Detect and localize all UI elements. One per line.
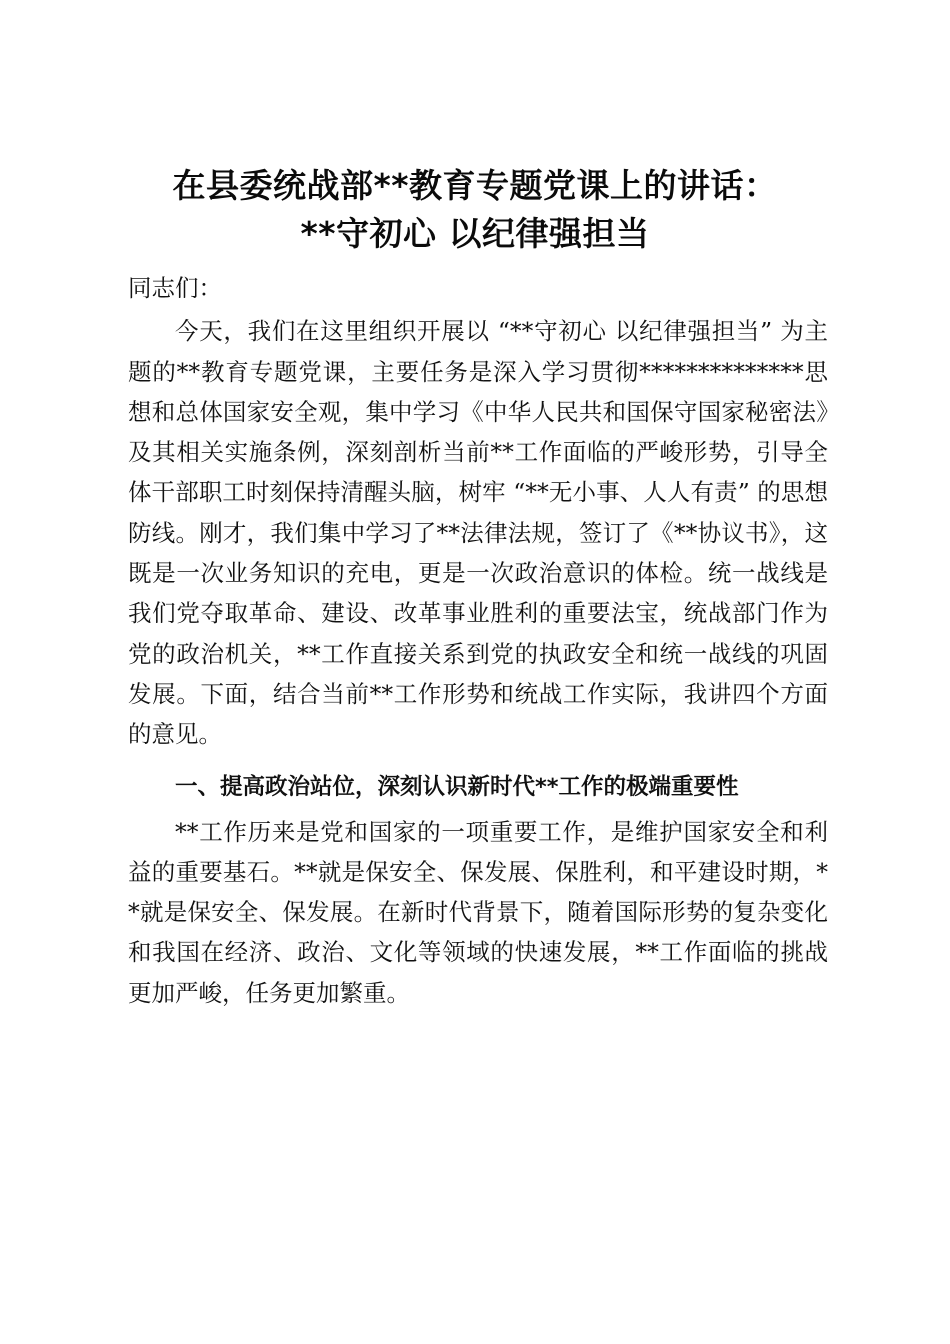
section-1-paragraph: **工作历来是党和国家的一项重要工作，是维护国家安全和利益的重要基石。**就是保安全、保发展、保胜利，和平建设时期，**就是保安全、保发展。在新时代背景下，随着国际形势的复杂变化和我国在经济、政治、文化等领域的快速发展，**工作面临的挑战更加严峻，任务更加繁重。: [128, 817, 828, 1007]
intro-paragraph: 今天，我们在这里组织开展以 “**守初心 以纪律强担当” 为主题的**教育专题党课，主要任务是深入学习贯彻**************思想和总体国家安全观，集中学习《中华人民共和国保守国家秘密法》及其相关实施条例，深刻剖析当前**工作面临的严峻形势，引导全体干部职工时刻保持清醒头脑，树牢 “**无小事、人人有责” 的思想防线。刚才，我们集中学习了**法律法规，签订了《**协议书》，这既是一次业务知识的充电，更是一次政治意识的体检。统一战线是我们党夺取革命、建设、改革事业胜利的重要法宝，统战部门作为党的政治机关，**工作直接关系到党的执政安全和统一战线的巩固发展。下面，结合当前**工作形势和统战工作实际，我讲四个方面的意见。: [128, 317, 828, 749]
title-line-2: **守初心 以纪律强担当: [300, 214, 650, 253]
salutation: 同志们：: [128, 274, 222, 302]
section-heading-1: 一、提高政治站位，深刻认识新时代**工作的极端重要性: [175, 773, 739, 800]
document-title: [100, 162, 850, 258]
title-line-1: 在县委统战部**教育专题党课上的讲话：: [172, 166, 778, 205]
document-body: [128, 268, 828, 1013]
